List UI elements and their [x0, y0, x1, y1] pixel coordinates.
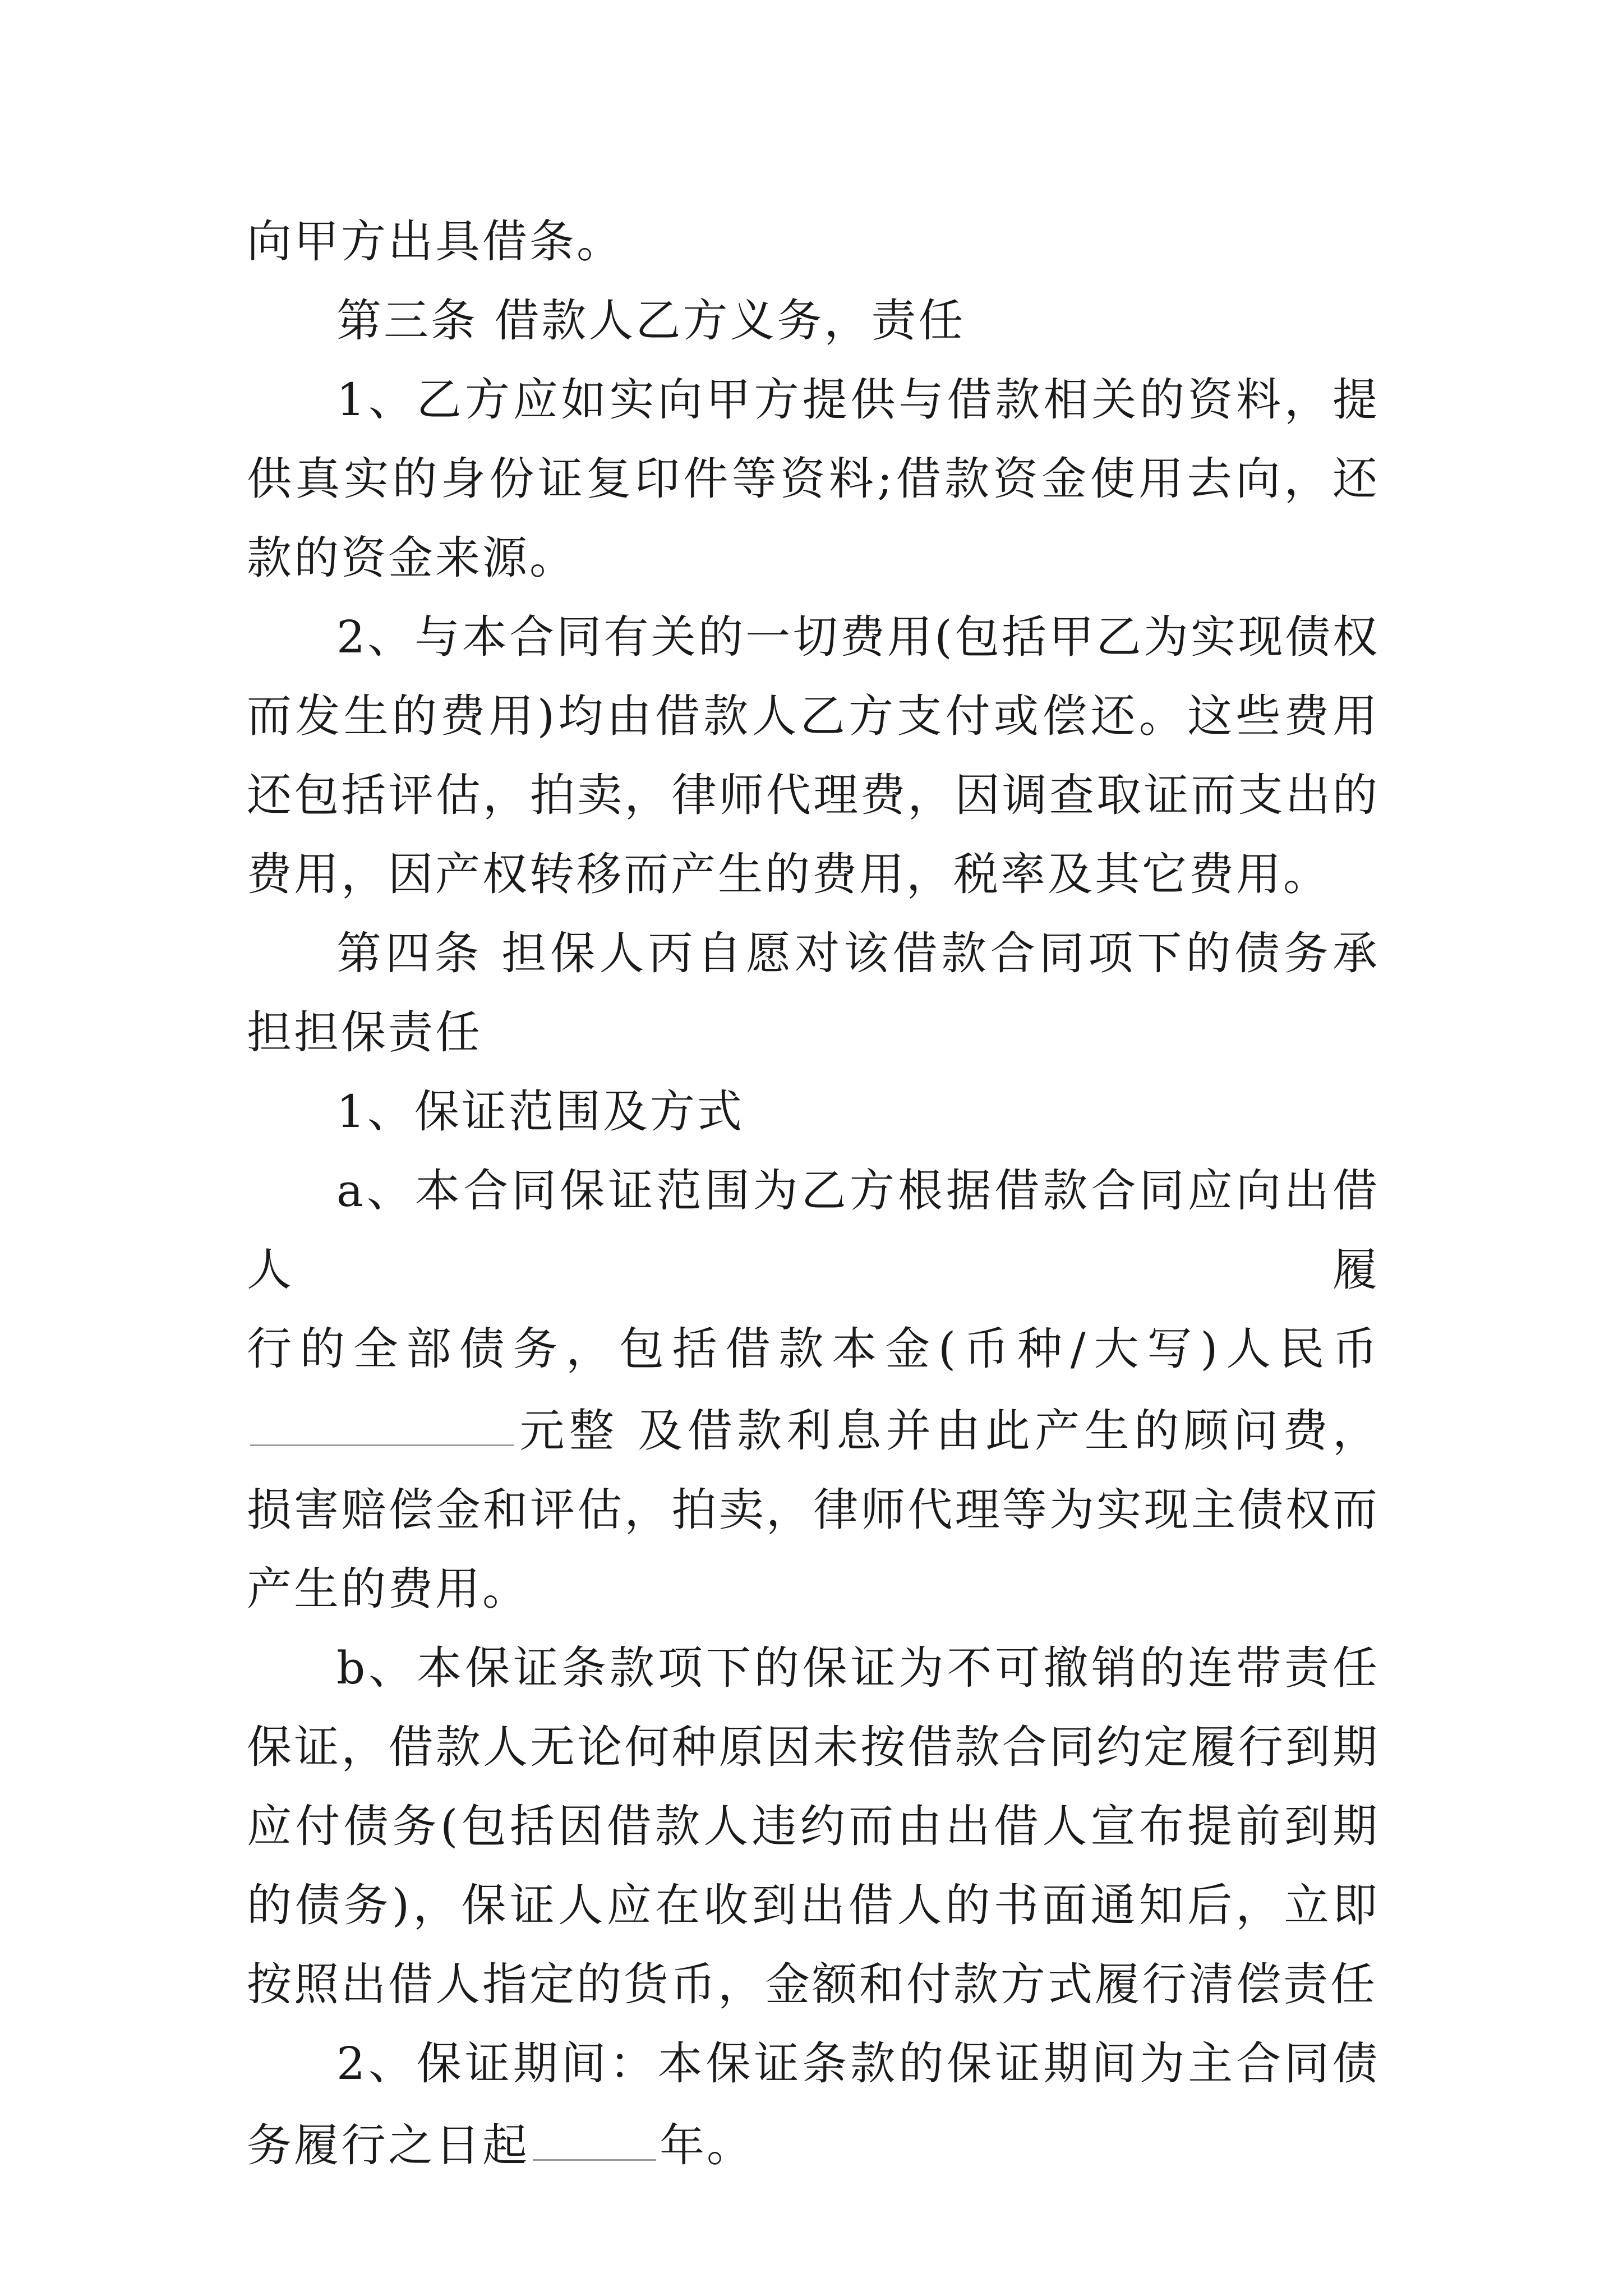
article-four-heading: 第四条 担保人丙自愿对该借款合同项下的债务承担担保责任 [247, 927, 1380, 1059]
paragraph-guarantee-period [247, 2024, 1380, 2185]
paragraph-borrower-materials: 1、乙方应如实向甲方提供与借款相关的资料，提供真实的身份证复印件等资料;借款资金使用去向，还款的资金来源。 [247, 374, 1380, 584]
scope-remainder: 元整 及借款利息并由此产生的顾问费，损害赔偿金和评估，拍卖，律师代理等为实现主债权而产生的费用。 [247, 1405, 1380, 1615]
document-body [247, 202, 1380, 2185]
guarantee-scope-heading: 1、保证范围及方式 [336, 1085, 744, 1138]
scope-line-1: a、本合同保证范围为乙方根据借款合同应向出借人履 [247, 1165, 1380, 1296]
paragraph-fees: 2、与本合同有关的一切费用(包括甲乙为实现债权而发生的费用)均由借款人乙方支付或偿还。这些费用还包括评估，拍卖，律师代理费，因调查取证而支出的费用，因产权转移而产生的费用，税率及其它费用。 [247, 611, 1380, 900]
period-text: 2、保证期间：本保证条款的保证期间为主合同债务履行之日起 [247, 2037, 1380, 2171]
article-three-heading: 第三条 借款人乙方义务，责任 [336, 295, 966, 347]
amount-blank [250, 1388, 514, 1446]
paragraph-guarantee-scope [247, 1151, 1380, 1628]
years-blank [533, 2103, 656, 2161]
paragraph-borrower-iou: 向甲方出具借条。 [247, 215, 624, 268]
scope-line-2: 行的全部债务，包括借款本金(币种/大写)人民币 [247, 1323, 1380, 1375]
paragraph-joint-liability: b、本保证条款项下的保证为不可撤销的连带责任保证，借款人无论何种原因未按借款合同约定履行到期应付债务(包括因借款人违约而由出借人宣布提前到期的债务)，保证人应在收到出借人的书面通知后，立即按照出借人指定的货币，金额和付款方式履行清偿责任 [247, 1642, 1380, 2010]
period-suffix: 年。 [660, 2119, 754, 2171]
scope-line-rest [247, 1405, 1380, 1615]
